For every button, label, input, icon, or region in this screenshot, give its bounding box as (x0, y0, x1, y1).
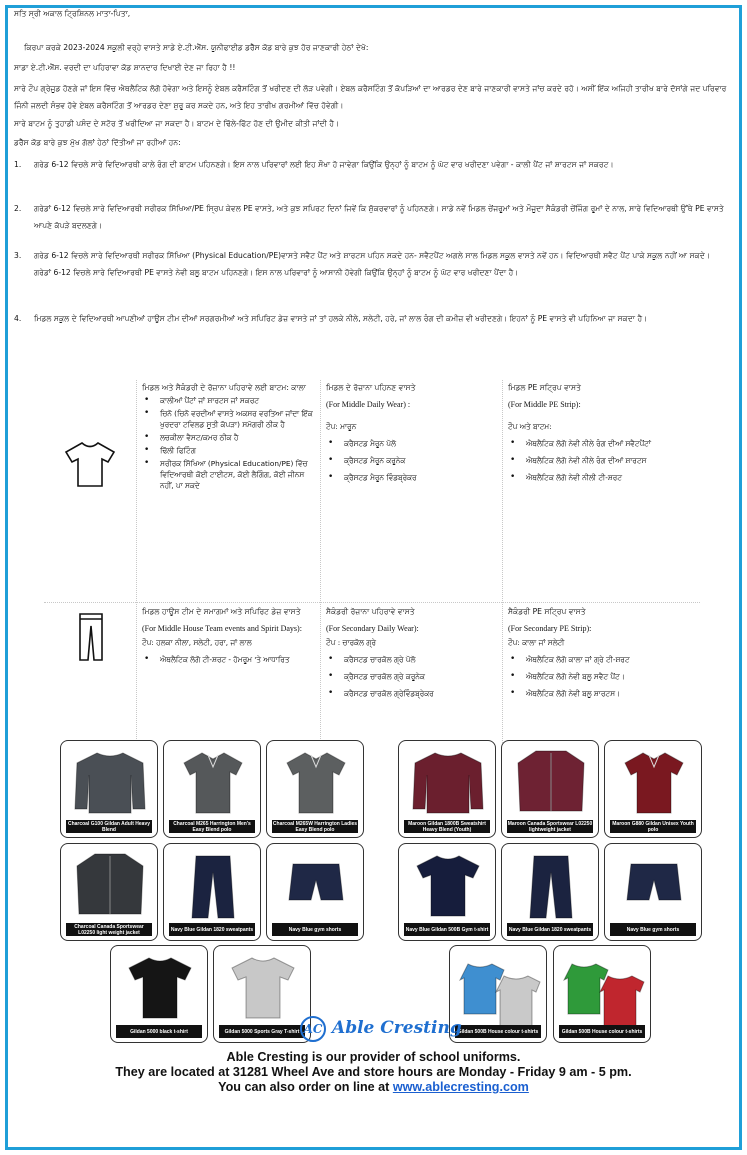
product-card (449, 945, 547, 1043)
product-card (553, 945, 651, 1043)
product-card (163, 740, 261, 838)
cell-heading: ਸੈਕੰਡਰੀ PE ਸਟ੍ਰਿਪ ਵਾਸਤੇ (508, 607, 586, 616)
product-caption: Charcoal G100 Gildan Adult Heavy Blend (67, 820, 151, 833)
cell-daily-bottoms (142, 382, 314, 491)
cell-item: • ਕਰੈਸਟਡ ਮੈਰੂਨ ਪੋਲੋ (326, 438, 498, 449)
footer-line-2: They are located at 31281 Wheel Ave and store hours are Monday - Friday 9 am - 5 pm. (115, 1065, 632, 1079)
product-image (506, 848, 594, 922)
website-link[interactable]: www.ablecresting.com (392, 1080, 529, 1094)
product-image (271, 745, 359, 819)
list-text: ਗਰੇਡ 6-12 ਵਿਚਲੇ ਸਾਰੇ ਵਿਦਿਆਰਥੀ ਕਾਲੇ ਰੰਗ ਦੀ ਬਾਟਮ ਪਹਿਨਣਗੇ। ਇਸ ਨਾਲ ਪਰਿਵਾਰਾਂ ਲਈ ਇਹ ਸੌਖਾ ਹੋ ਜਾਵੇਗਾ ਕਿਉਂਕਿ ਉਨ੍ਹਾਂ ਨੂੰ ਬਾਟਮ ਨੂੰ ਘੱਟ ਵਾਰ ਖਰੀਦਣਾ ਪਵੇਗਾ - ਕਾਲੀ ਪੈਂਟ ਜਾਂ ਸ਼ਾਰਟਸ ਜਾਂ ਸਕਰਟ। (34, 160, 614, 169)
brand-name: Able Cresting (332, 1018, 462, 1038)
cell-item: • ਕ੍ਰੈਸਟਡ ਚਾਰਕੋਲ ਗ੍ਰੇ ਕਰੂਨੇਕ (326, 671, 498, 682)
pants-icon (78, 612, 104, 662)
product-caption: Navy Blue Gildan 1820 sweatpants (507, 923, 593, 936)
intro-paragraph: ਕਿਰਪਾ ਕਰਕੇ 2023-2024 ਸਕੂਲੀ ਵਰ੍ਹੇ ਵਾਸਤੇ ਸਾਡੇ ਏ.ਟੀ.ਐੱਸ. ਯੂਨੀਫਾਈਡ ਡਰੈੱਸ ਕੋਡ ਬਾਰੇ ਕੁਝ ਹੋਰ ਜਾਣਕਾਰੀ ਹੇਠਾਂ ਦੇਖੋ: (24, 43, 369, 52)
cell-english-heading: (For Middle PE Strip): (508, 400, 581, 409)
cell-item: • ਐਥਲੈਟਿਕ ਲੋਗੋ ਨੇਵੀ ਨੀਲੇ ਰੰਗ ਦੀਆਂ ਸ਼ਾਰਟਸ (508, 455, 696, 466)
list-number: 4. (14, 314, 22, 323)
cell-subheading: ਟੌਪ: ਹਲਕਾ ਨੀਲਾ, ਸਲੇਟੀ, ਹਰਾ, ਜਾਂ ਲਾਲ (142, 638, 252, 647)
list-number: 1. (14, 160, 22, 169)
cell-heading: ਮਿਡਲ ਹਾਊਸ ਟੀਮ ਦੇ ਸਮਾਗਮਾਂ ਅਤੇ ਸਪਿਰਿਟ ਡੇਜ਼ ਵਾਸਤੇ (142, 607, 301, 616)
cell-item: • ਐਥਲੈਟਿਕ ਲੋਗੋ ਨੇਵੀ ਬਲੂ ਸ਼ਾਰਟਸ। (508, 688, 696, 699)
list-text: ਗਰੇਡ 6-12 ਵਿਚਲੇ ਸਾਰੇ ਵਿਦਿਆਰਥੀ ਸਰੀਰਕ ਸਿੱਖਿਆ (Physical Education/PE)ਵਾਸਤੇ ਸਵੈਟ ਪੈਂਟ ਅਤੇ ਸ਼ਾਰਟਸ ਪਹਿਨ ਸਕਦੇ ਹਨ- ਸਵੈਟਪੈਂਟ ਅਗਲੇ ਸਾਲ ਮਿਡਲ ਸਕੂਲ ਵਾਸਤੇ ਨਵੇਂ ਹਨ। ਵਿਦਿਆਰਥੀ ਸਵੈਟ ਪੈਂਟ ਪਾਕੇ ਸਕੂਲ ਨਹੀਂ ਆ ਸਕਦੇ। ਗਰੇਡਾਂ 6-12 ਵਿਚਲੇ ਸਾਰੇ ਵਿਦਿਆਰਥੀ PE ਵਾਸਤੇ ਨੇਵੀ ਬਲੂ ਬਾਟਮ ਪਹਿਨਣਗੇ। ਇਸ ਨਾਲ ਪਰਿਵਾਰਾਂ ਨੂੰ ਆਸਾਨੀ ਹੋਵੇਗੀ ਕਿਉਂਕਿ ਉਨ੍ਹਾਂ ਨੂੰ ਬਾਟਮ ਨੂੰ ਘੱਟ ਵਾਰ ਖਰੀਦਣਾ ਪੈਂਦਾ ਹੈ। (34, 251, 710, 277)
product-caption: Gildan 5000 Sports Gray T-shirt (219, 1025, 305, 1038)
greeting: ਸਤਿ ਸ੍ਰੀ ਅਕਾਲ ਟ੍ਰਿਸ਼ਿਨਲ ਮਾਤਾ-ਪਿਤਾ, (14, 9, 131, 18)
cell-heading: ਸੈਕੰਡਰੀ ਰੋਜ਼ਾਨਾ ਪਹਿਰਾਵੇ ਵਾਸਤੇ (326, 607, 415, 616)
tshirt-icon (64, 440, 116, 488)
product-card (60, 843, 158, 941)
product-caption: Maroon G880 Gildan Unisex Youth polo (610, 820, 696, 833)
product-image (218, 950, 306, 1024)
cell-item: • ਢਿੱਲੀ ਫਿਟਿੰਗ (142, 445, 314, 456)
list-text: ਗਰੇਡਾਂ 6-12 ਵਿਚਲੇ ਸਾਰੇ ਵਿਦਿਆਰਥੀ ਸਰੀਰਕ ਸਿੱਖਿਆ/PE ਸ੍ਰਿਪ ਕੇਵਲ PE ਵਾਸਤੇ, ਅਤੇ ਕੁਝ ਸਪਿਰਟ ਦਿਨਾਂ ਜਿਵੇਂ ਕਿ ਸ਼ੁੱਕਰਵਾਰਾਂ ਨੂੰ ਪਹਿਨਣਗੇ। ਸਾਡੇ ਨਵੇਂ ਮਿਡਲ ਚੇਂਜਰੂਮਾਂ ਅਤੇ ਮੌਜੂਦਾ ਸੈਕੰਡਰੀ ਚੇਂਜਿੰਗ ਰੂਮਾਂ ਦੇ ਨਾਲ, ਸਾਰੇ ਵਿਦਿਆਰਥੀ ਉੱਥੇ PE ਵਾਸਤੇ ਆਪਣੇ ਕੱਪੜੇ ਬਦਲਣਗੇ। (34, 204, 724, 230)
product-caption: Charcoal M265W Harrington Ladies Easy Blend polo (272, 820, 358, 833)
product-image (403, 848, 491, 922)
uniform-table (44, 380, 700, 745)
cell-middle-pe-strip (508, 382, 696, 483)
product-image (65, 848, 153, 922)
product-caption: Gildan 5000 black t-shirt (116, 1025, 202, 1038)
product-card (398, 740, 496, 838)
footer-line-3 (20, 1080, 727, 1095)
product-image (168, 745, 256, 819)
product-image (558, 950, 646, 1024)
product-image (271, 848, 359, 922)
product-card (110, 945, 208, 1043)
paragraph-2: ਸਾਰੇ ਟੌਪ ਗ੍ਰੇਜੂਡ ਹੋਣਗੇ ਜਾਂ ਇਸ ਵਿੱਚ ਐਥਲੈਟਿਕ ਲੋਗੋ ਹੋਵੇਗਾ ਅਤੇ ਇਸਨੂੰ ਏਬਲ ਕਰੈਸਟਿੰਗ ਤੋਂ ਖਰੀਦਣ ਦੀ ਲੋੜ ਪਵੇਗੀ। ਏਬਲ ਕਰੈਸਟਿੰਗ ਤੋਂ ਕੱਪੜਿਆਂ ਦਾ ਆਰਡਰ ਦੇਣ ਬਾਰੇ ਜਾਣਕਾਰੀ ਵਾਸਤੇ ਜਾਂਚ ਕਰਦੇ ਰਹੋ। ਅਸੀਂ ਇੱਕ ਅਜਿਹੀ ਤਾਰੀਖ ਬਾਰੇ ਦੱਸਾਂਗੇ ਜਦ ਪਰਿਵਾਰ ਜਿੰਨੀ ਜਲਦੀ ਸੰਭਵ ਹੋਵੇ ਏਬਲ ਕਰੈਸਟਿੰਗ ਤੋਂ ਆਰਡਰ ਦੇਣਾ ਸ਼ੁਰੂ ਕਰ ਸਕਦੇ ਹਨ, ਅਤੇ ਇਹ ਤਾਰੀਖ ਗਰਮੀਆਂ ਵਿੱਚ ਹੋਵੇਗੀ। (14, 84, 727, 110)
cell-secondary-daily-wear (326, 606, 498, 699)
cell-item: • ਕਾਲੀਆਂ ਪੈਂਟਾਂ ਜਾਂ ਸ਼ਾਰਟਸ ਜਾਂ ਸਕਰਟ (142, 395, 314, 406)
product-caption: Maroon Canada Sportswear L02250 lightweight jacket (507, 820, 593, 833)
product-card (501, 843, 599, 941)
product-card (501, 740, 599, 838)
cell-item: • ਐਥਲੈਟਿਕ ਲੋਗੋ ਕਾਲਾ ਜਾਂ ਗ੍ਰੇ ਟੀ-ਸ਼ਰਟ (508, 654, 696, 665)
cell-english-heading: (For Middle Daily Wear) : (326, 400, 411, 409)
product-image (609, 745, 697, 819)
cell-heading: ਮਿਡਲ ਦੇ ਰੋਜ਼ਾਨਾ ਪਹਿਨਣ ਵਾਸਤੇ (326, 383, 416, 392)
cell-house-team (142, 606, 314, 665)
cell-english-heading: (For Middle House Team events and Spirit Days): (142, 624, 302, 633)
cell-item: • ਚਿਨੋ (ਚਿਨੋ ਵਰਦੀਆਂ ਵਾਸਤੇ ਅਕਸਰ ਵਰਤਿਆ ਜਾਂਦਾ ਇੱਕ ਖੁਰਦਰਾ ਟਵਿਲਡ ਸੂਤੀ ਕੱਪੜਾ) ਸਮੱਗਰੀ ਠੀਕ ਹੈ (142, 408, 314, 430)
cell-item: • ਲਚਕੀਲਾ ਵੈਸਟ/ਕਮਰ ਠੀਕ ਹੈ (142, 432, 314, 443)
product-caption: Charcoal M265 Harrington Men's Easy Blend polo (169, 820, 255, 833)
product-caption: Navy Blue Gildan 500B Gym t-shirt (404, 923, 490, 936)
cell-item: • ਕਰੈਸਟਡ ਚਾਰਕੋਲ ਗ੍ਰੇ ਪੋਲੋ (326, 654, 498, 665)
list-number: 2. (14, 204, 22, 213)
paragraph-3: ਸਾਰੇ ਬਾਟਮ ਨੂੰ ਤੁਹਾਡੀ ਪਸੰਦ ਦੇ ਸਟੋਰ ਤੋਂ ਖਰੀਦਿਆ ਜਾ ਸਕਦਾ ਹੈ। ਬਾਟਮ ਦੇ ਢਿੱਲੇ-ਫਿੱਟ ਹੋਣ ਦੀ ਉਮੀਦ ਕੀਤੀ ਜਾਂਦੀ ਹੈ। (14, 119, 340, 128)
cell-heading: ਮਿਡਲ ਅਤੇ ਸੈਕੰਡਰੀ ਦੇ ਰੋਜ਼ਾਨਾ ਪਹਿਰਾਵੇ ਲਈ ਬਾਟਮ: ਕਾਲਾ (142, 383, 306, 392)
footer-line-1: Able Cresting is our provider of school uniforms. (226, 1050, 521, 1064)
product-image (403, 745, 491, 819)
product-card (60, 740, 158, 838)
product-card (213, 945, 311, 1043)
paragraph-1: ਸਾਡਾ ਏ.ਟੀ.ਐੱਸ. ਵਰਦੀ ਦਾ ਪਹਿਰਾਵਾ ਕੋਡ ਸ਼ਾਨਦਾਰ ਦਿਖਾਈ ਦੇਣ ਜਾ ਰਿਹਾ ਹੈ !! (14, 63, 236, 72)
product-image (65, 745, 153, 819)
product-caption: Gildan 500B House colour t-shirts (455, 1025, 541, 1038)
cell-item: • ਐਥਲੈਟਿਕ ਲੋਗੋ ਨੇਵੀ ਨੀਲੀ ਟੀ-ਸ਼ਰਟ (508, 472, 696, 483)
brand-mark: AC (300, 1016, 326, 1042)
product-card (266, 843, 364, 941)
cell-subheading: ਟੌਪ: ਮਾਰੂਨ (326, 422, 357, 431)
cell-english-heading: (For Secondary Daily Wear): (326, 624, 419, 633)
cell-heading: ਮਿਡਲ PE ਸਟ੍ਰਿਪ ਵਾਸਤੇ (508, 383, 581, 392)
paragraph-4: ਡਰੈੱਸ ਕੋਡ ਬਾਰੇ ਕੁਝ ਮੁੱਖ ਗੱਲਾਂ ਹੇਠਾਂ ਦਿੱਤੀਆਂ ਜਾ ਰਹੀਆਂ ਹਨ: (14, 138, 181, 147)
product-card (266, 740, 364, 838)
cell-item: • ਕ੍ਰੈਸਟਡ ਮੈਰੂਨ ਵਿੰਡਬ੍ਰੇਕਰ (326, 472, 498, 483)
cell-subheading: ਟੌਪ: ਕਾਲਾ ਜਾਂ ਸਲੇਟੀ (508, 638, 565, 647)
product-caption: Gildan 500B House colour t-shirts (559, 1025, 645, 1038)
product-image (506, 745, 594, 819)
product-caption: Navy Blue gym shorts (610, 923, 696, 936)
footer-prefix: You can also order on line at (218, 1080, 393, 1094)
list-number: 3. (14, 251, 22, 260)
able-cresting-logo (300, 1016, 460, 1042)
product-card (604, 843, 702, 941)
product-card (604, 740, 702, 838)
cell-middle-daily-wear (326, 382, 498, 483)
product-caption: Maroon Gildan 1800B Sweatshirt Heavy Blend (Youth) (404, 820, 490, 833)
product-image (115, 950, 203, 1024)
product-image (168, 848, 256, 922)
product-image (609, 848, 697, 922)
cell-item: • ਐਥਲੈਟਿਕ ਲੋਗੋ ਨੇਵੀ ਬਲੂ ਸਵੈਟ ਪੈਂਟ। (508, 671, 696, 682)
product-card (398, 843, 496, 941)
product-card (163, 843, 261, 941)
product-caption: Navy Blue gym shorts (272, 923, 358, 936)
cell-subheading: ਟੌਪ : ਚਾਰਕੋਲ ਗ੍ਰੇ (326, 638, 376, 647)
cell-item: • ਕਰੈਸਟਡ ਚਾਰਕੋਲ ਗ੍ਰੇਵਿੰਡਬ੍ਰੇਕਰ (326, 688, 498, 699)
list-text: ਮਿਡਲ ਸਕੂਲ ਦੇ ਵਿਦਿਆਰਥੀ ਆਪਣੀਆਂ ਹਾਊਸ ਟੀਮ ਦੀਆਂ ਸਰਗਰਮੀਆਂ ਅਤੇ ਸਪਿਰਿਟ ਡੇਜ਼ ਵਾਸਤੇ ਜਾਂ ਤਾਂ ਹਲਕੇ ਨੀਲੇ, ਸਲੇਟੀ, ਹਰੇ, ਜਾਂ ਲਾਲ ਰੰਗ ਦੀ ਕਮੀਜ਼ ਵੀ ਖਰੀਦਣਗੇ। ਇਹਨਾਂ ਨੂੰ PE ਵਾਸਤੇ ਵੀ ਪਹਿਨਿਆ ਜਾ ਸਕਦਾ ਹੈ। (34, 314, 648, 323)
cell-secondary-pe-strip (508, 606, 696, 699)
product-image (454, 950, 542, 1024)
cell-subheading: ਟੌਪ ਅਤੇ ਬਾਟਮ: (508, 422, 552, 431)
cell-english-heading: (For Secondary PE Strip): (508, 624, 592, 633)
cell-item: • ਸਰੀਰਕ ਸਿੱਖਿਆ (Physical Education/PE) ਵਿੱਚ ਵਿਦਿਆਰਥੀ ਕੋਈ ਟਾਈਟਸ, ਕੋਈ ਲੈਗਿੰਗ, ਕੋਈ ਜੀਨਸ ਨਹੀਂ, ਪਾ ਸਕਦੇ (142, 458, 314, 491)
product-caption: Charcoal Canada Sportswear L02250 light weight jacket (66, 923, 152, 936)
cell-item: • ਐਥਲੈਟਿਕ ਲੋਗੋ ਨੇਵੀ ਨੀਲੇ ਰੰਗ ਦੀਆਂ ਸਵੈਟਪੈਂਟਾਂ (508, 438, 696, 449)
cell-item: • ਕ੍ਰੈਸਟਡ ਮੈਰੂਨ ਕਰੂਨੇਕ (326, 455, 498, 466)
product-caption: Navy Blue Gildan 1820 sweatpants (169, 923, 255, 936)
cell-item: • ਐਥਲੈਟਿਕ ਲੋਗੋ ਟੀ-ਸ਼ਰਟ - ਹੋਮਰੂਮ 'ਤੇ ਆਧਾਰਿਤ (142, 654, 314, 665)
